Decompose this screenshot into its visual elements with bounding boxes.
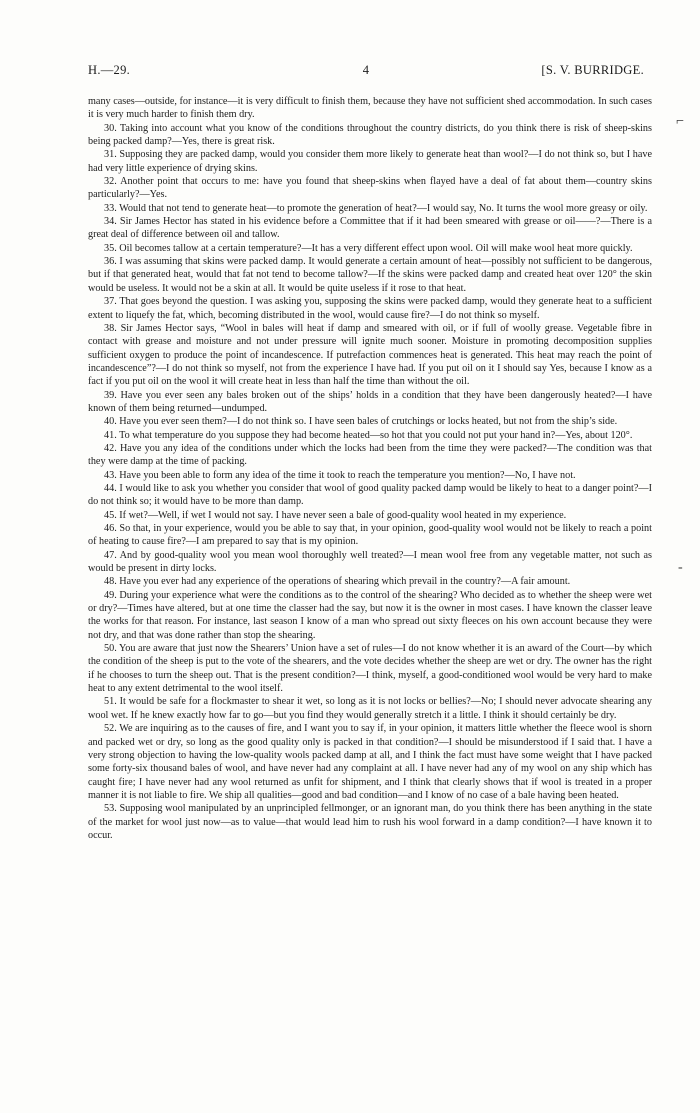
question-39: 39. Have you ever seen any bales broken out of the ships’ holds in a condition that they have been dangerously heated?—I have known of them being returned—undumped.	[88, 389, 652, 414]
question-32: 32. Another point that occurs to me: have you found that sheep-skins when flayed have a deal of fat about them—country skins particularly?—Yes.	[88, 176, 652, 201]
question-41: 41. To what temperature do you suppose they had become heated—so hot that you could not put your hand in?—Yes, about 120°.	[104, 429, 633, 441]
question-45: 45. If wet?—Well, if wet I would not say. I have never seen a bale of good-quality wool heated in my experience.	[104, 509, 567, 521]
witness-name: [S. V. BURRIDGE.	[541, 63, 644, 77]
page-number: 4	[362, 63, 370, 77]
testimony-body	[88, 95, 652, 842]
question-51: 51. It would be safe for a flockmaster to shear it wet, so long as it is not locks or bellies?—No; I should never advocate shearing any wool wet. If he knew exactly how far to go—but you find they would generally stretch it a little. I think it should certainly be dry.	[88, 696, 652, 721]
margin-dash-mark: ⌐	[676, 114, 684, 129]
question-47: 47. And by good-quality wool you mean wool thoroughly well treated?—I mean wool free from any vegetable matter, not such as would be present in dirty locks.	[88, 549, 652, 575]
question-40: 40. Have you ever seen them?—I do not think so. I have seen bales of crutchings or locks heated, but not from the ship’s side.	[104, 416, 618, 428]
question-35: 35. Oil becomes tallow at a certain temperature?—It has a very different effect upon wool. Oil will make wool heat more quickly.	[104, 242, 633, 254]
question-38: 38. Sir James Hector says, “Wool in bales will heat if damp and smeared with oil, or if full of woolly grease. Vegetable fibre in contact with grease and moisture and not under pressure will ignite much sooner. Moisture in promoting decomposition supplies sufficient oxygen to produce the point of incandescence. If putrefaction commences heat is generated. This heat may reach the point of incandescence”?—I do not think so myself, not from the experience I have had. If you put oil on it I should say Yes, because I know as a fact if you put oil on the wool it will create heat in less than half the time than without the oil.	[88, 322, 652, 388]
question-37: 37. That goes beyond the question. I was asking you, supposing the skins were packed damp, would they generate heat to a sufficient extent to liquefy the fat, which, becoming distributed in the wool, would cause fire?—I do not think so myself.	[88, 296, 652, 321]
question-30: 30. Taking into account what you know of the conditions throughout the country districts, do you think there is risk of sheep-skins being packed damp?—Yes, there is great risk.	[88, 122, 652, 148]
question-50: 50. You are aware that just now the Shearers’ Union have a set of rules—I do not know whether it is an award of the Court—by which the condition of the sheep is put to the vote of the shearers, and the vote decides whether the sheep are wet or dry. The owner has the right if he chooses to turn the sheep out. That is the present condition?—I think, myself, a good-conditioned wool would be very hard to make heat to any extent detrimental to the wool itself.	[88, 643, 652, 695]
question-49: 49. During your experience what were the conditions as to the control of the shearing? Who decided as to whether the sheep were wet or dry?—Times have altered, but at one time the classer had the say, but now it is the owner in most cases. I have known the classer leave the works for that reason. For instance, last season I know of a man who spread out sixty fleeces on his own account because they were not dry, and that was done rather than stop the shearing.	[88, 589, 652, 641]
page-header	[88, 63, 644, 79]
question-43: 43. Have you been able to form any idea of the time it took to reach the temperature you mention?—No, I have not.	[104, 469, 576, 481]
question-34: 34. Sir James Hector has stated in his evidence before a Committee that if it had been smeared with grease or oil——?—There is a great deal of difference between oil and tallow.	[88, 216, 652, 241]
margin-dash-mark: -	[678, 560, 683, 575]
question-52: 52. We are inquiring as to the causes of fire, and I want you to say if, in your opinion, it matters little whether the fleece wool is shorn and packed wet or dry, so long as the good quality only is packed in that condition?—I should be misunderstood if I said that. I have a very strong objection to having the low-quality wools packed damp at all, and I think the fact must have some weight that I have packed some forty-six thousand bales of wool, and have never had any complaint at all. I have never had any of my wool on any ship which has caught fire; I have never had any wool returned as unfit for shipment, and I think that clearly shows that if wool is treated in a proper manner it is not liable to fire. We ship all qualities—good and bad condition—and I know of no case of a bale having been heated.	[88, 723, 652, 801]
question-33: 33. Would that not tend to generate heat—to promote the generation of heat?—I would say, No. It turns the wool more greasy or oily.	[104, 202, 648, 214]
paragraph-continuation: many cases—outside, for instance—it is very difficult to finish them, because they have not sufficient shed accommodation. In such cases it is very much harder to finish them dry.	[88, 96, 652, 121]
document-reference: H.—29.	[88, 63, 131, 77]
question-53: 53. Supposing wool manipulated by an unprincipled fellmonger, or an ignorant man, do you think there has been anything in the state of the market for wool just now—as to value—that would lead him to rush his wool forward in a damp condition?—I have known it to occur.	[88, 803, 652, 841]
question-36: 36. I was assuming that skins were packed damp. It would generate a certain amount of heat—possibly not sufficient to be dangerous, but if that generated heat, would that fat not tend to become tallow?—If the skins were packed damp and created heat over 120° the skin would be useless. It would not be a skin at all. It would be quite useless if it rose to that heat.	[88, 256, 652, 294]
question-44: 44. I would like to ask you whether you consider that wool of good quality packed damp would be likely to heat to a danger point?—I do not think so; it would have to be more than damp.	[88, 482, 652, 508]
question-42: 42. Have you any idea of the conditions under which the locks had been from the time they were packed?—The condition was that they were damp at the time of packing.	[88, 442, 652, 468]
question-46: 46. So that, in your experience, would you be able to say that, in your opinion, good-quality wool would not be likely to reach a point of heating to cause fire?—I am prepared to say that is my opinion.	[88, 523, 652, 548]
question-48: 48. Have you ever had any experience of the operations of shearing which prevail in the country?—A fair amount.	[104, 576, 571, 588]
question-31: 31. Supposing they are packed damp, would you consider them more likely to generate heat than wool?—I do not think so, but I have had very little experience of drying skins.	[88, 149, 652, 174]
